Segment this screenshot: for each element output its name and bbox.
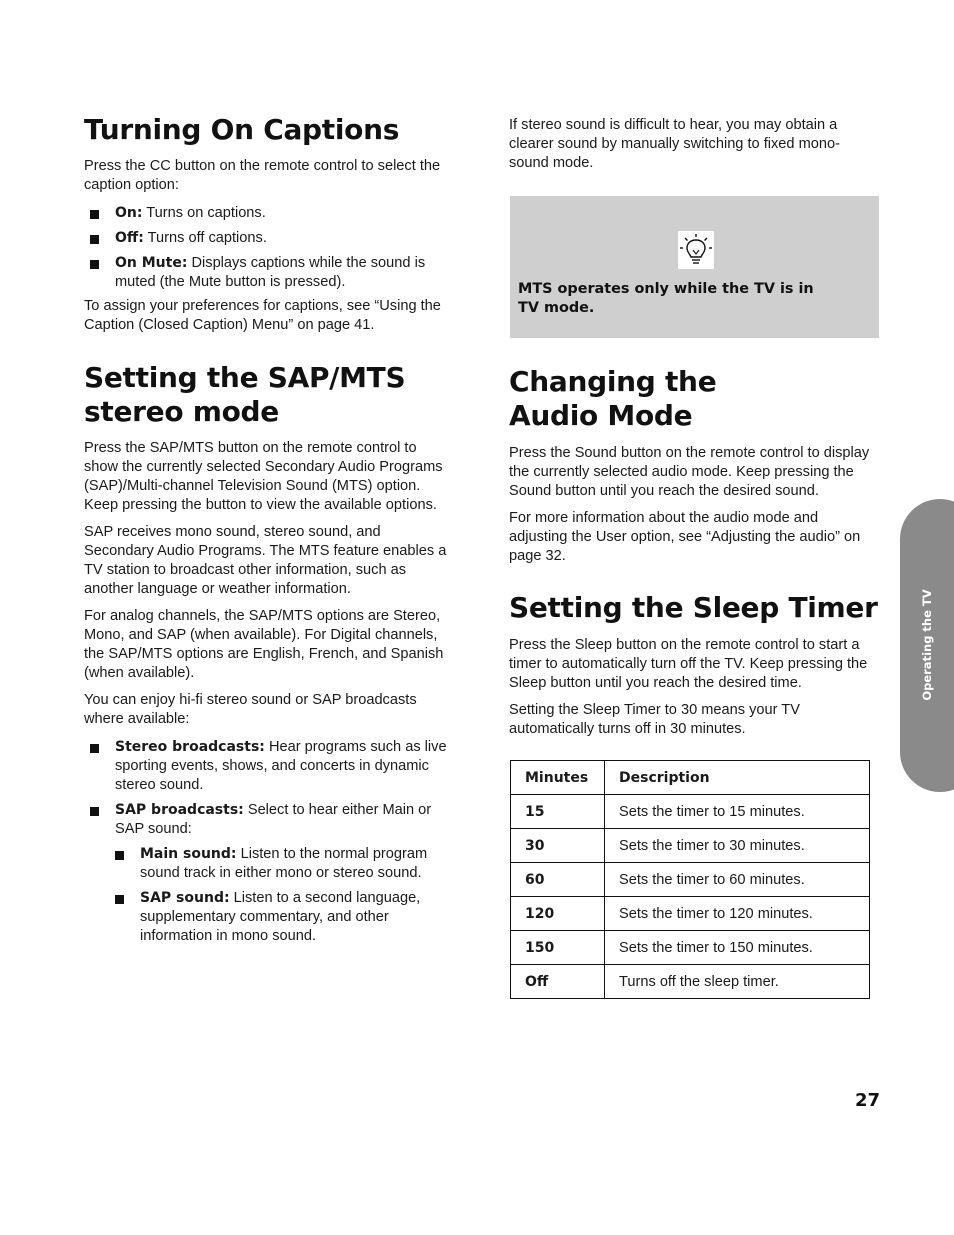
- minutes-cell: 30: [511, 829, 605, 863]
- column-header-description: Description: [605, 761, 870, 795]
- note-line2: TV mode.: [518, 300, 595, 316]
- audio-paragraph-1: Press the Sound button on the remote control to display the currently selected audio mode. Keep pressing the Sound button until you reach the desired sound.: [509, 445, 870, 499]
- page-number: 27: [854, 1090, 880, 1111]
- bullet-text: Listen to the normal program sound track in either mono or stereo sound.: [140, 846, 428, 881]
- bullet-square-icon: [90, 260, 99, 269]
- sap-paragraph-4: You can enjoy hi-fi stereo sound or SAP broadcasts where available:: [84, 692, 417, 727]
- table-header-row: [511, 761, 870, 795]
- note-box: [510, 196, 879, 338]
- sap-heading: [84, 361, 405, 429]
- table-row: [511, 829, 870, 863]
- bullet-text: Turns on captions.: [142, 205, 266, 221]
- list-item: [84, 738, 454, 795]
- sap-bullet-list: [84, 738, 454, 839]
- bullet-term: SAP sound:: [140, 890, 230, 906]
- lightbulb-icon: [678, 231, 714, 269]
- table-row: [511, 931, 870, 965]
- minutes-cell: 15: [511, 795, 605, 829]
- note-text: [518, 280, 838, 318]
- captions-intro: Press the CC button on the remote control to select the caption option:: [84, 158, 441, 193]
- bullet-text: Hear programs such as live sporting events, shows, and concerts in dynamic stereo sound.: [115, 739, 447, 793]
- sap-heading-line1: Setting the SAP/MTS: [84, 361, 406, 394]
- table-row: [511, 965, 870, 999]
- audio-paragraph-2: For more information about the audio mode and adjusting the User option, see “Adjusting the audio” on page 32.: [509, 510, 861, 564]
- sap-paragraph-1: Press the SAP/MTS button on the remote control to show the currently selected Secondary Audio Programs (SAP)/Multi-channel Television Sound (MTS) option. Keep pressing the button to view the available options.: [84, 440, 443, 513]
- bullet-square-icon: [115, 895, 124, 904]
- captions-bullet-list: [84, 204, 454, 292]
- bullet-square-icon: [90, 210, 99, 219]
- sap-paragraph-2: SAP receives mono sound, stereo sound, and Secondary Audio Programs. The MTS feature enables a TV station to broadcast other information, such as another language or weather information.: [84, 524, 447, 597]
- bullet-square-icon: [115, 851, 124, 860]
- sap-heading-line2: stereo mode: [84, 395, 279, 428]
- list-item: [84, 229, 454, 248]
- captions-outro: To assign your preferences for captions, see “Using the Caption (Closed Caption) Menu” on page 41.: [84, 298, 441, 333]
- list-item: [84, 801, 454, 839]
- bullet-term: On:: [115, 205, 143, 221]
- list-item: [84, 254, 454, 292]
- table-row: [511, 795, 870, 829]
- mono-paragraph: If stereo sound is difficult to hear, you may obtain a clearer sound by manually switching to fixed mono-sound mode.: [509, 117, 840, 171]
- section-side-tab: [900, 499, 954, 792]
- minutes-cell: 120: [511, 897, 605, 931]
- description-cell: Sets the timer to 120 minutes.: [605, 897, 870, 931]
- sleep-heading: Setting the Sleep Timer: [509, 591, 878, 624]
- description-cell: Sets the timer to 30 minutes.: [605, 829, 870, 863]
- sap-sub-bullet-list: [109, 845, 454, 946]
- bullet-square-icon: [90, 807, 99, 816]
- table-row: [511, 863, 870, 897]
- bullet-square-icon: [90, 235, 99, 244]
- bullet-term: Stereo broadcasts:: [115, 739, 265, 755]
- audio-heading-line2: Audio Mode: [509, 399, 693, 432]
- table-row: [511, 897, 870, 931]
- bullet-term: On Mute:: [115, 255, 188, 271]
- bullet-text: Turns off captions.: [143, 230, 267, 246]
- bullet-term: Off:: [115, 230, 144, 246]
- description-cell: Turns off the sleep timer.: [605, 965, 870, 999]
- bullet-text: Select to hear either Main or SAP sound:: [115, 802, 432, 837]
- bullet-term: Main sound:: [140, 846, 237, 862]
- bullet-term: SAP broadcasts:: [115, 802, 244, 818]
- minutes-cell: 150: [511, 931, 605, 965]
- side-tab-label: Operating the TV: [920, 589, 934, 701]
- description-cell: Sets the timer to 150 minutes.: [605, 931, 870, 965]
- list-item: [109, 845, 454, 883]
- minutes-cell: Off: [511, 965, 605, 999]
- minutes-cell: 60: [511, 863, 605, 897]
- bullet-text: Displays captions while the sound is muted (the Mute button is pressed).: [115, 255, 426, 290]
- list-item: [84, 204, 454, 223]
- audio-heading: [509, 365, 716, 433]
- bullet-text: Listen to a second language, supplementary commentary, and other information in mono sound.: [140, 890, 421, 944]
- audio-heading-line1: Changing the: [509, 365, 717, 398]
- bullet-square-icon: [90, 744, 99, 753]
- sap-paragraph-3: For analog channels, the SAP/MTS options are Stereo, Mono, and SAP (when available). For Digital channels, the SAP/MTS options are English, French, and Spanish (when available).: [84, 608, 444, 681]
- captions-heading: Turning On Captions: [84, 113, 400, 146]
- sleep-paragraph-1: Press the Sleep button on the remote control to start a timer to automatically turn off the TV. Keep pressing the Sleep button until you reach the desired time.: [509, 637, 868, 691]
- sleep-timer-table: [510, 760, 870, 999]
- note-line1: MTS operates only while the TV is in: [518, 281, 814, 297]
- list-item: [109, 889, 454, 946]
- column-header-minutes: Minutes: [511, 761, 605, 795]
- description-cell: Sets the timer to 15 minutes.: [605, 795, 870, 829]
- description-cell: Sets the timer to 60 minutes.: [605, 863, 870, 897]
- sleep-paragraph-2: Setting the Sleep Timer to 30 means your TV automatically turns off in 30 minutes.: [509, 702, 800, 737]
